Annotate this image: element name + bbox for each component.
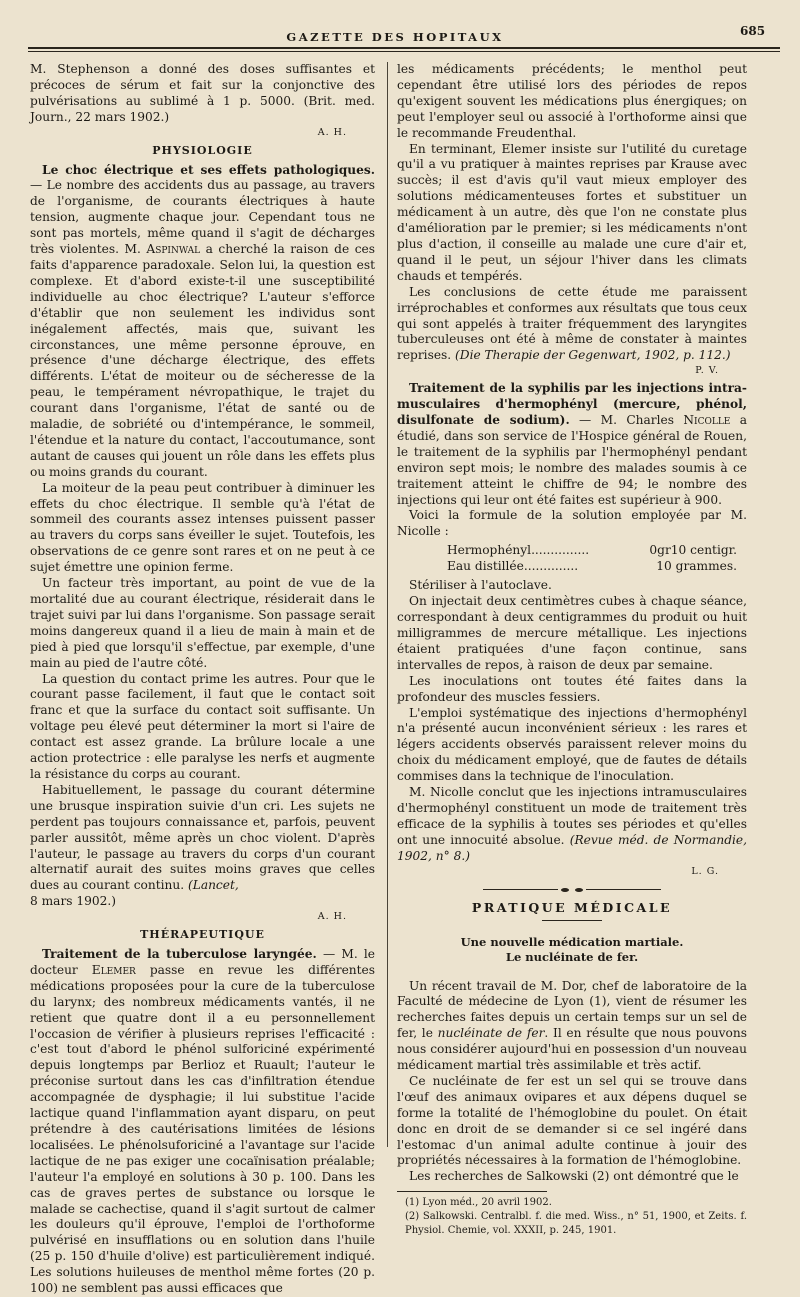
paragraph: Habituellement, le passage du courant détermine une brusque inspiration suivie d'un cri. Les sujets ne perdent pas toujours connaissance et, parfois, peuvent parler aussitôt, même après un choc violent. D'après l'auteur, le passage au travers du corps d'un courant alternatif aurait des suites moins graves que celles dues au courant continu. (Lancet, 8 mars 1902.)	[30, 782, 375, 909]
article-title: Le choc électrique et ses effets pathologiques.	[42, 162, 375, 177]
section-rule	[542, 920, 602, 921]
reference: (Die Therapie der Gegenwart, 1902, p. 112.)	[455, 348, 731, 363]
syphilis-paragraph: Traitement de la syphilis par les injections intra-musculaires d'hermophényl (mercure, phénol, disulfonate de sodium). — M. Charles Nicolle a étudié, dans son service de l'Hospice général de Rouen, le traitement de la syphilis par l'hermophényl pendant environ sept mois; le nombre des malades soumis à ce traitement atteint le chiffre de 94; le nombre des injections qui leur ont été faites est supérieur à 900.	[397, 381, 748, 507]
choc-paragraph: Le choc électrique et ses effets pathologiques. — Le nombre des accidents dus au passage, au travers de l'organisme, de courants électriques à haute tension, augmente chaque jour. Cependant tous ne sont pas mortels, même quand il s'agit de décharges très violentes. M. Aspinwal a cherché la raison de ces faits d'apparence paradoxale. Selon lui, la question est complexe. Et d'abord existe-t-il une susceptibilité individuelle au choc électrique? L'auteur s'efforce d'établir que non seulement les individus sont inégalement affectés, mais que, suivant les circonstances, une même personne éprouve, en présence d'une décharge électrique, des effets différents. L'état de moiteur ou de sécheresse de la peau, le tempérament névropathique, le trajet du courant dans l'organisme, l'état de santé ou de maladie, de sobriété ou d'intempérance, le sommeil, l'étendue et la nature du contact, l'accoutumance, sont autant de causes qui jouent un rôle dans les effets plus ou moins grands du courant.	[30, 162, 375, 479]
article-subtitle: Le nucléinate de fer.	[505, 949, 639, 964]
section-heading-physiologie: PHYSIOLOGIE	[152, 143, 253, 157]
paragraph: Stériliser à l'autoclave.	[409, 578, 552, 593]
article-title: Traitement de la tuberculose laryngée.	[42, 947, 317, 962]
reference-date: 8 mars 1902.)	[30, 894, 117, 909]
author-name: Aspinwal	[146, 242, 201, 257]
paragraph: M. Nicolle conclut que les injections intramusculaires d'hermophényl constituent un mode de traitement très efficace de la syphilis à toutes ses périodes et qu'elles ont une innocuité absolue. (Revue méd. de Normandie, 1902, n° 8.)	[397, 785, 748, 863]
formula-table	[447, 542, 747, 574]
footnote-rule	[397, 1191, 547, 1192]
header-rule	[28, 47, 780, 49]
paragraph: Les recherches de Salkowski (2) ont démontré que le	[409, 1169, 739, 1184]
reference: (Lancet,	[187, 878, 239, 893]
paragraph: La question du contact prime les autres. Pour que le courant passe facilement, il faut que le contact soit franc et que la surface du contact soit suffisante. Un voltage peu élevé peut déterminer la mort si l'aire de contact est assez grande. La brûlure locale a une action protectrice : elle paralyse les nerfs et augmente la résistance du corps au courant.	[30, 671, 375, 781]
paragraph: En terminant, Elemer insiste sur l'utilité du curetage qu'il a vu pratiquer à maintes reprises par Krause avec succès; il est d'avis qu'il vaut mieux employer des solutions médicamenteuses fortes et substituer un médicament à un autre, dès que l'on ne constate plus d'amélioration par le premier; si les médicaments n'ont plus d'action, il conseille au malade une cure d'air et, quand il le peut, un séjour l'hiver dans les climats chauds et tempérés.	[397, 141, 747, 283]
paragraph: Les conclusions de cette étude me paraissent irréprochables et conformes aux résultats que tous ceux qui sont appelés à traiter fréquemment des laryngites tuberculeuses ont été à même de constater à maintes reprises. (Die Therapie der Gegenwart, 1902, p. 112.)	[397, 284, 747, 363]
reference: (Revue méd. de Normandie, 1902, n° 8.)	[397, 832, 748, 863]
ornamental-divider	[397, 888, 747, 892]
header-rule-thin	[28, 51, 780, 52]
page-number: 685	[740, 24, 766, 38]
formula-row: Hermophényl............... 0gr10 centigr.	[447, 543, 737, 558]
author-name: Elemer	[91, 962, 136, 977]
paragraph: Les inoculations ont toutes été faites dans la profondeur des muscles fessiers.	[397, 673, 747, 704]
section-heading-pratique: PRATIQUE MÉDICALE	[471, 899, 673, 915]
section-heading-therapeutique: THÉRAPEUTIQUE	[140, 928, 265, 942]
article-title: Une nouvelle médication martiale.	[460, 934, 684, 949]
signature: A. H.	[317, 126, 347, 138]
paragraph: Un facteur très important, au point de vue de la mortalité due au courant électrique, résiderait dans le trajet suivi par lui dans l'organisme. Son passage serait moins dangereux quand il a lieu de main à main et de pied à pied que lorsqu'il s'effectue, par exemple, d'une main au pied de l'autre côté.	[30, 576, 375, 670]
paragraph: L'emploi systématique des injections d'hermophényl n'a présenté aucun inconvénient sérieux : les rares et légers accidents observés paraissent relever moins du choix du médicament employé, que de fautes de détails commises dans la technique de l'inoculation.	[397, 705, 747, 784]
paragraph: La moiteur de la peau peut contribuer à diminuer les effets du choc électrique. Il semble qu'à l'état de sommeil des courants assez intenses puissent passer au travers du corps sans éveiller le sujet. Toutefois, les observations de ce genre sont rares et on ne peut à ce sujet émettre une opinion ferme.	[30, 480, 375, 575]
column-divider	[387, 62, 388, 1147]
paragraph: On injectait deux centimètres cubes à chaque séance, correspondant à deux centigrammes du produit ou huit milligrammes de mercure métallique. Les injections étaient pratiquées d'une façon continue, sans intervalles de repos, à raison de deux par semaine.	[397, 594, 747, 672]
paragraph: Ce nucléinate de fer est un sel qui se trouve dans l'œuf des animaux ovipares et aux dépens duquel se forme la totalité de l'hémoglobine du poulet. On était donc en droit de se demander si ce sel ingéré dans l'estomac d'un animal adulte continue à jouir des propriétés nécessaires à la formation de l'hémoglobine.	[397, 1073, 747, 1168]
signature: L. G.	[691, 865, 719, 877]
stephenson-paragraph: M. Stephenson a donné des doses suffisantes et précoces de sérum et fait sur la conjonctive des pulvérisations au sublimé à 1 p. 5000. (Brit. med. Journ., 22 mars 1902.)	[30, 62, 376, 124]
stephenson-reference: (Brit. med. Journ., 22 mars 1902.)	[30, 93, 376, 124]
right-column	[397, 62, 747, 1238]
signature: A. H.	[317, 911, 347, 923]
term: nucléinate de fer	[437, 1026, 545, 1041]
running-title: GAZETTE DES HOPITAUX	[286, 30, 504, 44]
signature: P. V.	[695, 365, 719, 377]
paragraph: Un récent travail de M. Dor, chef de laboratoire de la Faculté de médecine de Lyon (1), vient de résumer les recherches faites depuis un certain temps sur un sel de fer, le nucléinate de fer. Il en résulte que nous pouvons nous considérer aujourd'hui en possession d'un nouveau médicament martial très assimilable et très actif.	[397, 978, 747, 1073]
tuberculose-paragraph: Traitement de la tuberculose laryngée. — M. le docteur Elemer passe en revue les différentes médications proposées pour la cure de la tuberculose du larynx; des nombreux médicaments vantés, il ne retient que quatre dont il a eu personnellement l'occasion de vérifier à plusieurs reprises l'efficacité : c'est tout d'abord le phénol sulforiciné expérimenté depuis longtemps par Berlioz et Ruault; l'auteur le préconise surtout dans les cas d'infiltration étendue accompagnée de dysphagie; il lui substitue l'acide lactique quand l'inflammation ayant disparu, on peut prétendre à des cautérisations limitées de lésions localisées. Le phénolsuforiciné a l'avantage sur l'acide lactique de ne pas exiger une cocaïnisation préalable; l'auteur l'a employé en solutions à 30 p. 100. Dans les cas de graves pertes de substance ou lorsque le malade se cachectise, quand il s'agit surtout de calmer les douleurs qu'il éprouve, l'emploi de l'orthoforme pulvérisé en insufflations ou en solution dans l'huile (25 p. 150 d'huile d'olive) est particulièrement indiqué. Les solutions huileuses de menthol même fortes (20 p. 100) ne semblent pas aussi efficaces que	[30, 947, 376, 1296]
footnote: (1) Lyon méd., 20 avril 1902.	[405, 1197, 552, 1209]
paragraph: les médicaments précédents; le menthol peut cependant être utilisé lors des périodes de repos qu'exigent souvent les médications plus énergiques; on peut l'employer seul ou associé à l'orthoforme ainsi que le recommande Freudenthal.	[397, 62, 747, 140]
left-column	[30, 62, 375, 1297]
article-title: Traitement de la syphilis par les injections intra-musculaires d'hermophényl (mercure, phénol, disulfonate de sodium).	[397, 381, 747, 428]
paragraph: Voici la formule de la solution employée par M. Nicolle :	[397, 508, 747, 539]
author-name: Nicolle	[683, 413, 731, 428]
formula-row: Eau distillée.............. 10 grammes.	[447, 559, 737, 574]
footnote: (2) Salkowski. Centralbl. f. die med. Wiss., n° 51, 1900, et Zeits. f. Physiol. Chemie, vol. XXXII, p. 245, 1901.	[405, 1211, 747, 1237]
formula-quantity: 10 grammes.	[656, 559, 737, 574]
formula-quantity: 0gr10 centigr.	[649, 543, 737, 558]
